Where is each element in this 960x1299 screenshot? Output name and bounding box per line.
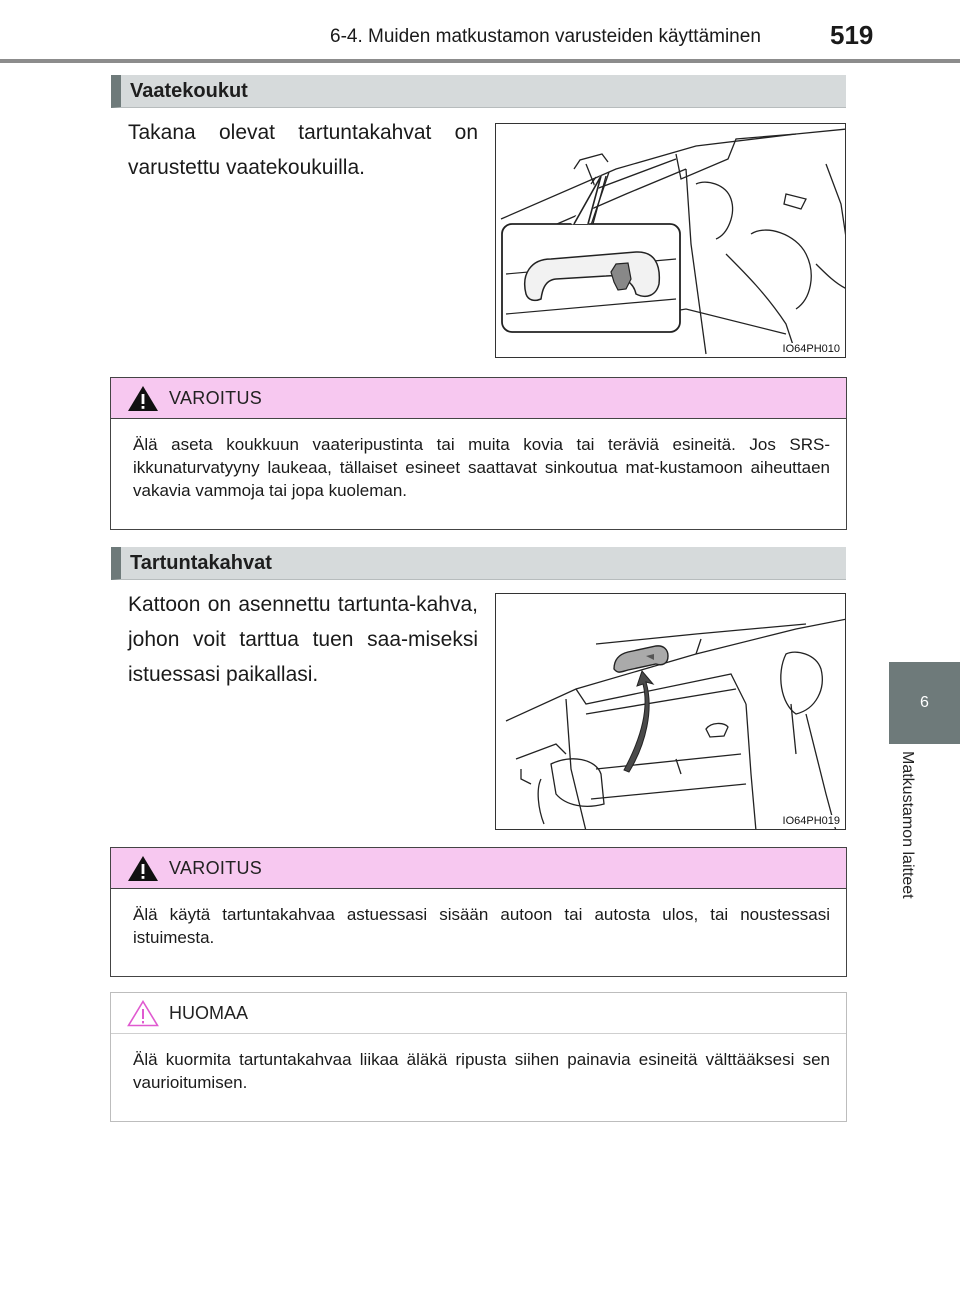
header-rule xyxy=(0,59,960,63)
warning-text: Älä käytä tartuntakahvaa astuessasi sisään autoon tai autosta ulos, tai noustessasi istuimesta. xyxy=(133,905,830,947)
notice-header xyxy=(111,993,846,1034)
section-body-text: Kattoon on asennettu tartunta-kahva, johon voit tarttua tuen saa-miseksi istuessasi paikallasi. xyxy=(128,593,478,686)
coat-hook-illustration xyxy=(496,124,846,358)
assist-grip-illustration xyxy=(496,594,846,830)
section-heading-tartuntakahvat xyxy=(111,547,846,580)
chapter-tab: 6 xyxy=(889,662,960,744)
figure-code: IO64PH010 xyxy=(782,343,840,355)
header-section-title: 6-4. Muiden matkustamon varusteiden käyttäminen xyxy=(330,26,761,47)
section-heading-label: Tartuntakahvat xyxy=(130,552,272,574)
warning-box xyxy=(110,377,847,530)
warning-box xyxy=(110,847,847,977)
section-heading-vaatekoukut xyxy=(111,75,846,108)
warning-header xyxy=(111,848,846,889)
warning-label: VAROITUS xyxy=(169,388,263,408)
section-heading-label: Vaatekoukut xyxy=(130,80,248,102)
page-number: 519 xyxy=(830,20,874,50)
notice-triangle-icon xyxy=(127,1000,159,1027)
chapter-title: Matkustamon laitteet xyxy=(899,751,916,899)
notice-label: HUOMAA xyxy=(169,1003,249,1023)
figure-code: IO64PH019 xyxy=(782,815,840,827)
warning-label: VAROITUS xyxy=(169,858,263,878)
warning-triangle-icon xyxy=(127,385,159,412)
warning-header xyxy=(111,378,846,419)
warning-triangle-icon xyxy=(127,855,159,882)
figure-assist-grip xyxy=(495,593,846,830)
notice-box xyxy=(110,992,847,1122)
section-body-text: Takana olevat tartuntakahvat on varustettu vaatekoukuilla. xyxy=(128,121,478,179)
figure-coat-hook xyxy=(495,123,846,358)
warning-text: Älä aseta koukkuun vaateripustinta tai muita kovia tai teräviä esineitä. Jos SRS-ikkunaturvatyyny laukeaa, tällaiset esineet saattavat sinkoutua mat-kustamoon aiheuttaen vakavia vammoja tai jopa kuoleman. xyxy=(133,435,830,500)
notice-text: Älä kuormita tartuntakahvaa liikaa äläkä ripusta siihen painavia esineitä välttääksesi sen vaurioitumisen. xyxy=(133,1050,830,1092)
